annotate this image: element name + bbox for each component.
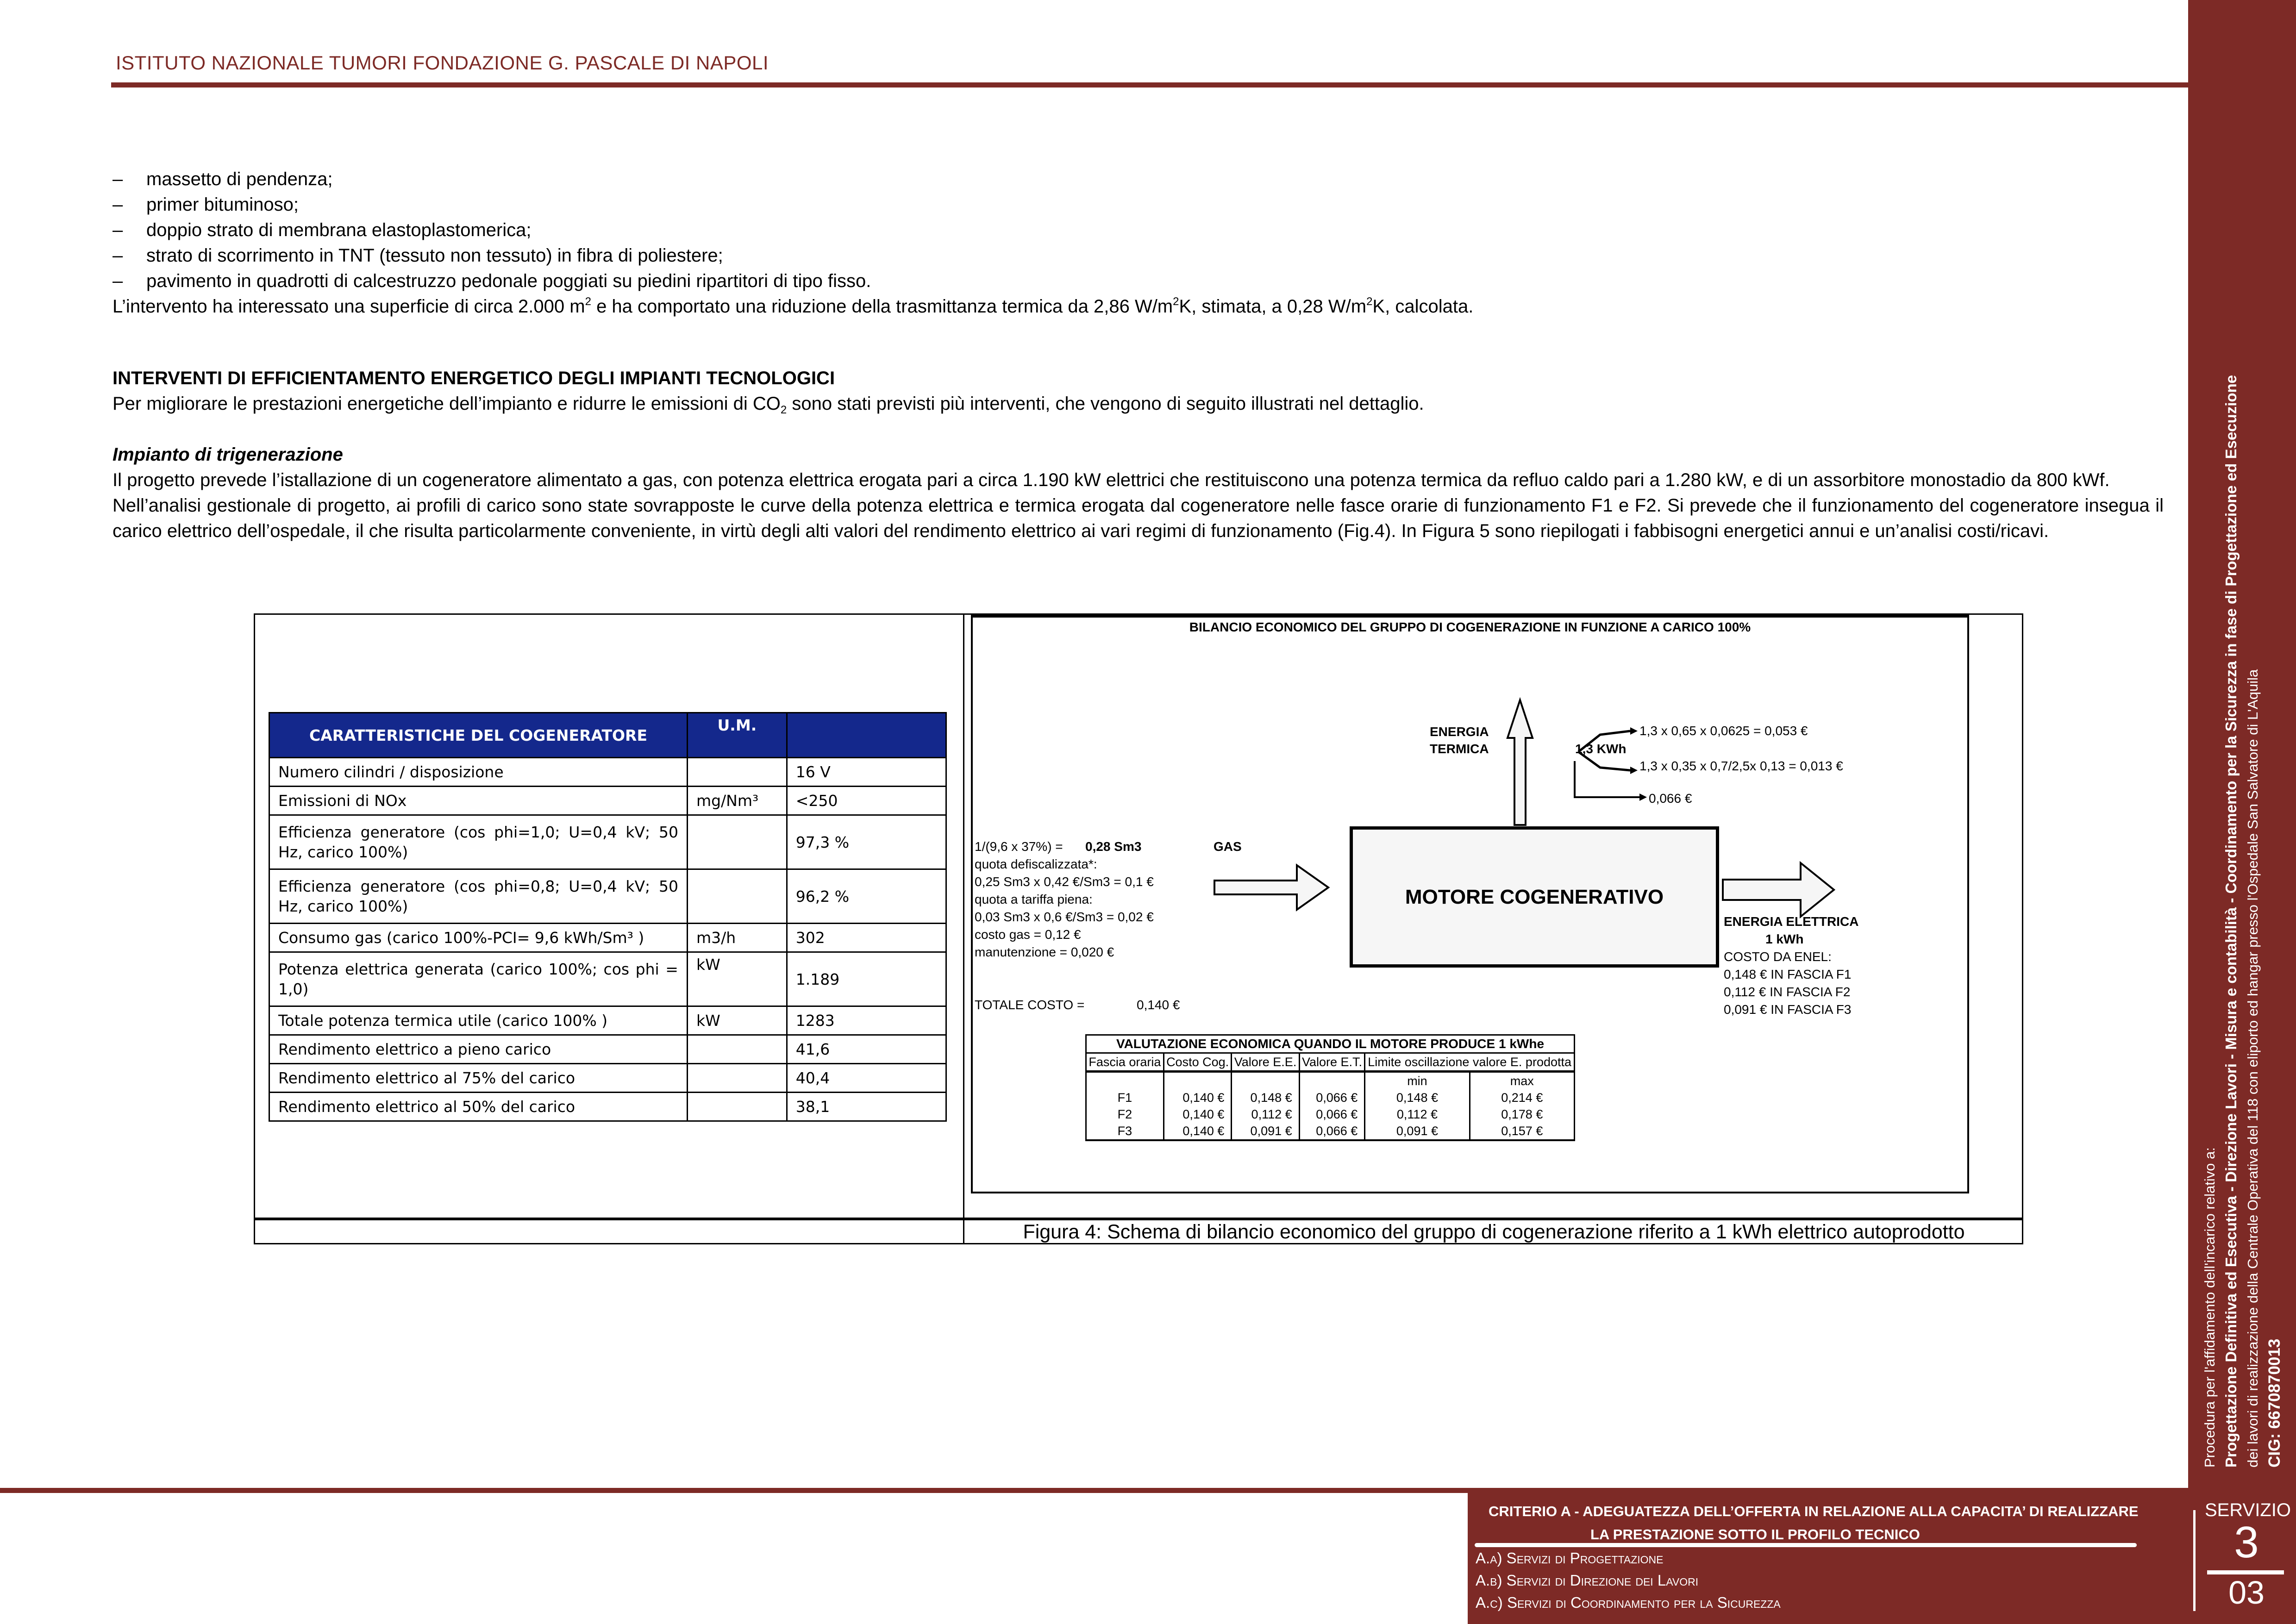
table-row: Potenza elettrica generata (carico 100%; cos phi = 1,0) kW 1.189 (269, 952, 946, 1006)
gas-formula: 1/(9,6 x 37%) = (975, 839, 1063, 854)
sub-header-min: min (1365, 1072, 1470, 1090)
gas-cost-line: costo gas = 0,12 € (975, 927, 1081, 942)
column-header: U.M. (687, 713, 787, 758)
gas-cost-line: manutenzione = 0,020 € (975, 945, 1114, 959)
analysis-paragraph: Nell’analisi gestionale di progetto, ai profili di carico sono state sovrapposte le curve della potenza elettrica e termica erogata dal cogeneratore nelle fasce orarie di funzionamento F1 e F2. Si prevede che il funzionamento del cogeneratore insegua il carico elettrico dell’ospedale, il che risulta particolarmente conveniente, in virtù degli alti valori del rendimento elettrico ai vari regimi di funzionamento (Fig.4). In Figura 5 sono riepilogati i fabbisogni energetici annui e un’analisi costi/ricavi. (113, 495, 2164, 541)
sub-header-max: max (1470, 1072, 1574, 1090)
criteria-title: CRITERIO A - ADEGUATEZZA DELL’OFFERTA IN RELAZIONE ALLA CAPACITA’ DI REALIZZARE LA PRESTAZIONE SOTTO IL PROFILO TECNICO (1489, 1503, 2139, 1543)
gas-volume: 0,28 Sm3 (1085, 839, 1142, 854)
gas-label: GAS (1214, 839, 1242, 854)
section-intro-paragraph: Per migliorare le prestazioni energetiche dell’impianto e ridurre le emissioni di $CO_2$ sono stati previsti più interventi, che vengono di seguito illustrati nel dettaglio. (113, 394, 1424, 416)
table-row: Totale potenza termica utile (carico 100% ) kW 1283 (269, 1006, 946, 1035)
total-cost-value: 0,140 € (1137, 998, 1180, 1012)
column-header: Fascia oraria (1086, 1053, 1164, 1072)
sidebar-services-line: Progettazione Definitiva ed Esecutiva - Direzione Lavori - Misura e contabilità - Coordinamento per la Sicurezza in fase di Progettazione ed Esecuzione (2222, 375, 2240, 1468)
criteria-items (1476, 1547, 1781, 1614)
surface-paragraph: L’intervento ha interessato una superficie di circa 2.000 $m^2$ e ha comportato una riduzione della trasmittanza termica da 2,86 $W/m^2K$, stimata, a 0,28 $W/m^2K$, calcolata. (113, 295, 1474, 317)
column-header (787, 713, 946, 758)
table-row: Efficienza generatore (cos phi=0,8; U=0,4 kV; 50 Hz, carico 100%) 96,2 % (269, 869, 946, 924)
thermal-total-value: 0,066 € (1649, 791, 1692, 806)
list-item: – doppio strato di membrana elastoplastomerica; (113, 218, 2164, 243)
table-row: Emissioni di NOx mg/Nm³ <250 (269, 787, 946, 815)
table-row: Rendimento elettrico al 50% del carico 38,1 (269, 1093, 946, 1121)
layer-list (113, 167, 2164, 294)
thermal-branch-value: 1,3 x 0,35 x 0,7/2,5x 0,13 = 0,013 € (1639, 759, 1843, 773)
table-row: F2 0,140 € 0,112 € 0,066 € 0,112 € 0,178 € (1086, 1106, 1575, 1123)
cogeneration-engine-box (1350, 826, 1719, 968)
column-header: Limite oscillazione valore E. prodotta (1365, 1053, 1575, 1072)
table-row: Rendimento elettrico a pieno carico 41,6 (269, 1035, 946, 1064)
column-header: CARATTERISTICHE DEL COGENERATORE (269, 713, 688, 758)
footer-criteria-panel (1468, 1493, 2188, 1624)
list-item: – primer bituminoso; (113, 192, 2164, 218)
sidebar-procedure-line: Procedura per l'affidamento dell'incarico relativo a: (2202, 1147, 2218, 1468)
electric-kwh-value: 1 kWh (1765, 932, 1804, 946)
gas-cost-line: quota a tariffa piena: (975, 892, 1093, 906)
table-title: VALUTAZIONE ECONOMICA QUANDO IL MOTORE PRODUCE 1 kWhe (1086, 1035, 1575, 1053)
thermal-branch-value: 1,3 x 0,65 x 0,0625 = 0,053 € (1639, 724, 1808, 738)
thermal-kwh-value: 1,3 KWh (1575, 742, 1627, 756)
enel-cost-line: COSTO DA ENEL: (1724, 949, 1832, 964)
economic-evaluation-table (1085, 1034, 1575, 1141)
document-header-title: ISTITUTO NAZIONALE TUMORI FONDAZIONE G. PASCALE DI NAPOLI (116, 52, 769, 74)
column-header: Valore E.E. (1232, 1053, 1299, 1072)
enel-cost-line: 0,148 € IN FASCIA F1 (1724, 967, 1852, 981)
criteria-item: A.c) Servizi di Coordinamento per la Sicurezza (1476, 1594, 1781, 1611)
cogenerator-specs-table (269, 712, 947, 1122)
trigeneration-paragraph: Il progetto prevede l’istallazione di un cogeneratore alimentato a gas, con potenza elettrica erogata pari a circa 1.190 kW elettrici che restituiscono una potenza termica da refluo caldo pari a 1.280 kW, e di un assorbitore monostadio da 800 kWf. (113, 470, 2110, 490)
total-cost-label: TOTALE COSTO = (975, 998, 1085, 1012)
service-label: SERVIZIO (2205, 1500, 2291, 1520)
sidebar-cig-code: CIG: 6670870013 (2265, 1338, 2283, 1468)
gas-cost-line: 0,03 Sm3 x 0,6 €/Sm3 = 0,02 € (975, 910, 1154, 924)
electric-energy-label: ENERGIA ELETTRICA (1724, 914, 1859, 929)
column-header: Costo Cog. (1164, 1053, 1232, 1072)
gas-cost-line: 0,25 Sm3 x 0,42 €/Sm3 = 0,1 € (975, 874, 1154, 889)
column-header: Valore E.T. (1299, 1053, 1365, 1072)
list-item: – massetto di pendenza; (113, 167, 2164, 192)
section-heading: INTERVENTI DI EFFICIENTAMENTO ENERGETICO DEGLI IMPIANTI TECNOLOGICI (113, 368, 835, 388)
criteria-underline (1475, 1543, 2137, 1547)
service-number: 3 (2234, 1518, 2259, 1567)
thermal-energy-label: ENERGIA (1430, 725, 1489, 739)
gas-input-arrow-icon (1214, 865, 1328, 910)
list-item: – strato di scorrimento in TNT (tessuto non tessuto) in fibra di poliestere; (113, 243, 2164, 269)
figure-column-divider (963, 613, 964, 1244)
criteria-item: A.a) Servizi di Progettazione (1476, 1549, 1664, 1567)
gas-cost-line: quota defiscalizzata*: (975, 857, 1097, 871)
sidebar-project-line: dei lavori di realizzazione della Centrale Operativa del 118 con eliporto ed hangar presso l'Ospedale San Salvatore di L'Aquila (2245, 669, 2261, 1468)
figure-caption: Figura 4: Schema di bilancio economico del gruppo di cogenerazione riferito a 1 kWh elettrico autoprodotto (1023, 1221, 1965, 1243)
thermal-energy-arrow-icon (1508, 700, 1533, 825)
table-row: Efficienza generatore (cos phi=1,0; U=0,4 kV; 50 Hz, carico 100%) 97,3 % (269, 815, 946, 869)
list-item: – pavimento in quadrotti di calcestruzzo pedonale poggiati su piedini ripartitori di tipo fisso. (113, 269, 2164, 294)
table-row: F3 0,140 € 0,091 € 0,066 € 0,091 € 0,157 € (1086, 1123, 1575, 1140)
criteria-item: A.b) Servizi di Direzione dei Lavori (1476, 1572, 1699, 1589)
service-divider (2193, 1510, 2196, 1611)
page-number: 03 (2228, 1574, 2265, 1611)
table-row: Numero cilindri / disposizione 16 V (269, 758, 946, 787)
document-body (113, 167, 2164, 544)
diagram-title: BILANCIO ECONOMICO DEL GRUPPO DI COGENERAZIONE IN FUNZIONE A CARICO 100% (1189, 620, 1751, 634)
subsection-heading: Impianto di trigenerazione (113, 444, 343, 465)
economic-balance-diagram (971, 615, 1969, 1193)
engine-label: MOTORE COGENERATIVO (1405, 885, 1664, 908)
enel-cost-line: 0,091 € IN FASCIA F3 (1724, 1002, 1852, 1017)
electric-output-arrow-icon (1723, 863, 1834, 917)
table-row: Rendimento elettrico al 75% del carico 40,4 (269, 1064, 946, 1093)
table-row: Consumo gas (carico 100%-PCI= 9,6 kWh/Sm³ ) m3/h 302 (269, 924, 946, 952)
header-divider (111, 82, 2190, 87)
enel-cost-line: 0,112 € IN FASCIA F2 (1724, 985, 1851, 999)
table-row: F1 0,140 € 0,148 € 0,066 € 0,148 € 0,214 € (1086, 1089, 1575, 1106)
thermal-energy-label: TERMICA (1430, 742, 1489, 756)
